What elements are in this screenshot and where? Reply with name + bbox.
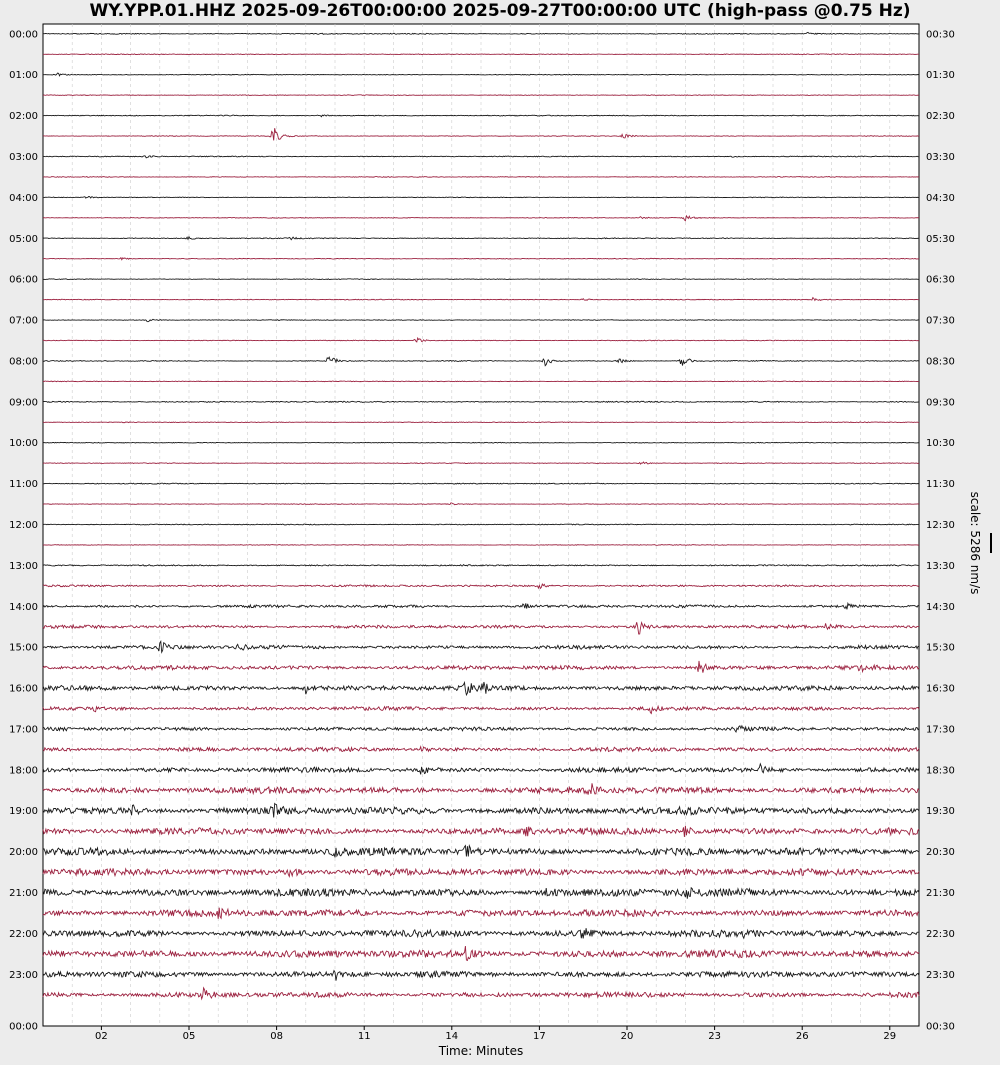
left-hour-label: 19:00 bbox=[9, 806, 38, 818]
x-axis-label: Time: Minutes bbox=[438, 1044, 524, 1058]
right-hour-label: 13:30 bbox=[926, 560, 955, 572]
right-hour-label: 01:30 bbox=[926, 70, 955, 82]
left-hour-label: 13:00 bbox=[9, 560, 38, 572]
chart-title: WY.YPP.01.HHZ 2025-09-26T00:00:00 2025-09-27T00:00:00 UTC (high-pass @0.75 Hz) bbox=[89, 1, 911, 21]
left-hour-label: 23:00 bbox=[9, 969, 38, 981]
left-hour-labels bbox=[9, 29, 38, 1032]
right-hour-label: 09:30 bbox=[926, 397, 955, 409]
left-hour-label: 01:00 bbox=[9, 70, 38, 82]
left-hour-label: 03:00 bbox=[9, 151, 38, 163]
right-hour-label: 12:30 bbox=[926, 520, 955, 531]
trace-line bbox=[43, 95, 919, 96]
right-hour-label: 20:30 bbox=[926, 847, 955, 859]
right-hour-label: 00:30 bbox=[926, 1021, 955, 1033]
x-tick-label: 20 bbox=[620, 1031, 634, 1042]
right-hour-label: 08:30 bbox=[926, 356, 955, 368]
left-hour-label: 02:00 bbox=[9, 111, 38, 123]
right-hour-label: 03:30 bbox=[926, 151, 955, 163]
right-hour-label: 10:30 bbox=[926, 438, 955, 450]
left-hour-label: 04:00 bbox=[9, 192, 38, 204]
left-hour-label: 08:00 bbox=[9, 356, 38, 368]
right-hour-label: 07:30 bbox=[926, 315, 955, 327]
left-hour-label: 21:00 bbox=[9, 888, 38, 900]
trace-line bbox=[43, 381, 919, 382]
left-hour-label: 18:00 bbox=[9, 765, 38, 777]
left-hour-label: 15:00 bbox=[9, 642, 38, 654]
right-hour-label: 16:30 bbox=[926, 683, 955, 695]
x-tick-label: 05 bbox=[182, 1031, 196, 1042]
right-hour-label: 23:30 bbox=[926, 969, 955, 981]
right-hour-labels bbox=[926, 29, 955, 1032]
x-tick-label: 29 bbox=[883, 1031, 897, 1042]
left-hour-label: 05:00 bbox=[9, 233, 38, 245]
left-hour-label: 20:00 bbox=[9, 847, 38, 859]
x-tick-label: 14 bbox=[445, 1031, 459, 1042]
scale-label: scale: 5286 nm/s bbox=[968, 491, 982, 595]
left-hour-label: 17:00 bbox=[9, 724, 38, 736]
left-hour-label: 11:00 bbox=[9, 479, 38, 491]
x-tick-label: 08 bbox=[270, 1031, 283, 1042]
right-hour-label: 18:30 bbox=[926, 765, 955, 777]
right-hour-label: 22:30 bbox=[926, 928, 955, 940]
scale-indicator bbox=[968, 492, 991, 595]
trace-line bbox=[43, 422, 919, 423]
trace-line bbox=[43, 545, 919, 546]
left-hour-label: 00:00 bbox=[9, 29, 38, 41]
right-hour-label: 15:30 bbox=[926, 642, 955, 654]
right-hour-label: 19:30 bbox=[926, 806, 955, 818]
left-hour-label: 22:00 bbox=[9, 928, 38, 940]
x-tick-label: 23 bbox=[708, 1031, 721, 1042]
right-hour-label: 04:30 bbox=[926, 192, 955, 204]
left-hour-label: 10:00 bbox=[9, 438, 38, 450]
right-hour-label: 02:30 bbox=[926, 111, 955, 123]
x-axis-ticks bbox=[95, 1026, 896, 1042]
x-tick-label: 02 bbox=[95, 1031, 108, 1042]
right-hour-label: 05:30 bbox=[926, 233, 955, 245]
left-hour-label: 06:00 bbox=[9, 274, 38, 286]
right-hour-label: 06:30 bbox=[926, 274, 955, 286]
left-hour-label: 16:00 bbox=[9, 683, 38, 695]
left-hour-label: 12:00 bbox=[9, 520, 38, 531]
left-hour-label: 09:00 bbox=[9, 397, 38, 409]
right-hour-label: 14:30 bbox=[926, 601, 955, 613]
right-hour-label: 21:30 bbox=[926, 888, 955, 900]
right-hour-label: 17:30 bbox=[926, 724, 955, 736]
x-tick-label: 17 bbox=[533, 1031, 546, 1042]
right-hour-label: 11:30 bbox=[926, 479, 955, 491]
left-hour-label: 07:00 bbox=[9, 315, 38, 327]
left-hour-label: 00:00 bbox=[9, 1021, 38, 1033]
x-tick-label: 26 bbox=[795, 1031, 809, 1042]
right-hour-label: 00:30 bbox=[926, 29, 955, 41]
left-hour-label: 14:00 bbox=[9, 601, 38, 613]
x-tick-label: 11 bbox=[357, 1031, 371, 1042]
